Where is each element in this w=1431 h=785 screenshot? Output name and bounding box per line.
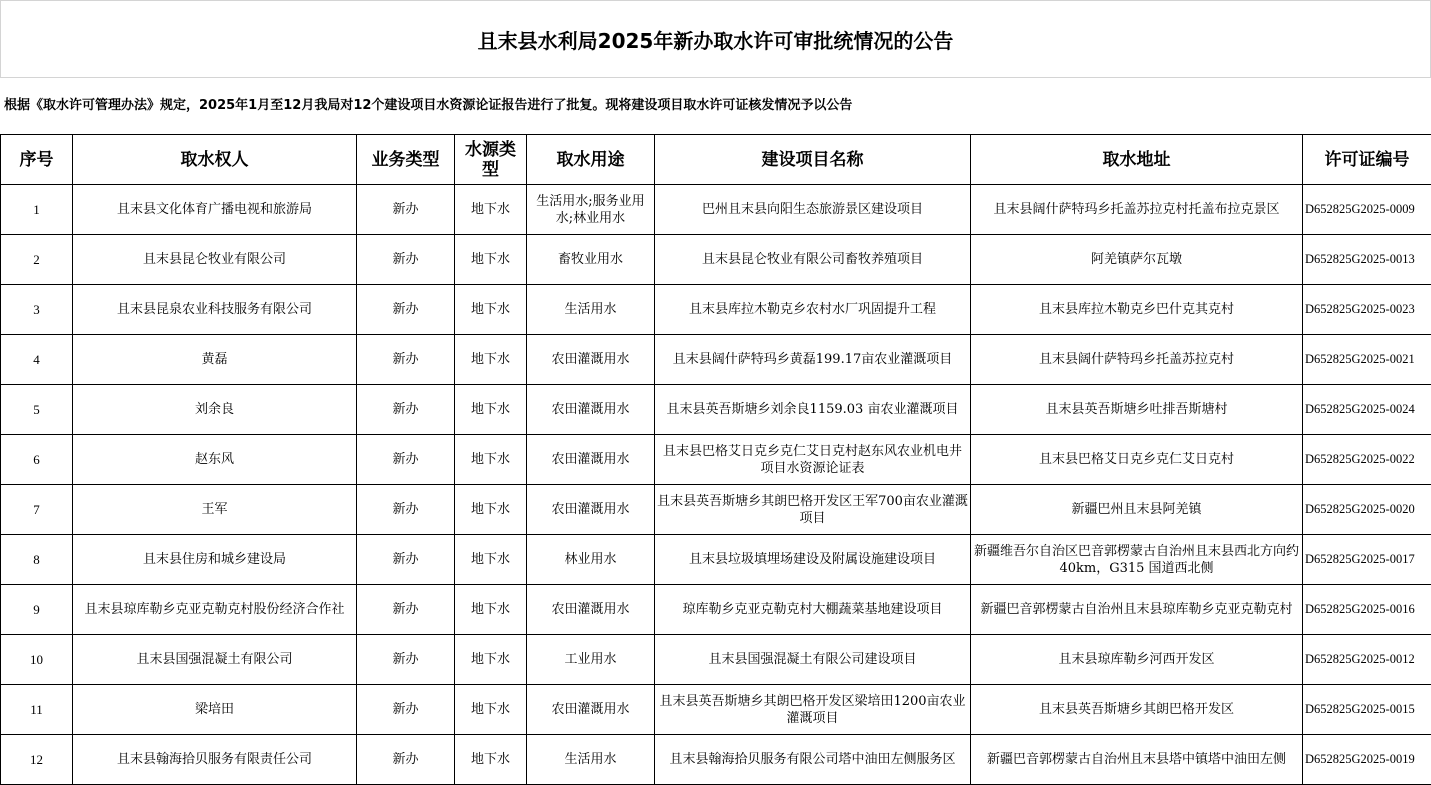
cell-holder: 且末县住房和城乡建设局 [73,535,357,585]
cell-source: 地下水 [455,385,527,435]
cell-type: 新办 [357,485,455,535]
cell-permit: D652825G2025-0024 [1303,385,1431,435]
cell-use: 农田灌溉用水 [527,335,655,385]
cell-source: 地下水 [455,485,527,535]
cell-source: 地下水 [455,635,527,685]
cell-holder: 刘余良 [73,385,357,435]
cell-source: 地下水 [455,335,527,385]
cell-holder: 梁培田 [73,685,357,735]
header-use: 取水用途 [527,135,655,185]
cell-type: 新办 [357,385,455,435]
cell-use: 农田灌溉用水 [527,435,655,485]
cell-project: 且末县国强混凝土有限公司建设项目 [655,635,971,685]
cell-holder: 且末县昆泉农业科技服务有限公司 [73,285,357,335]
cell-use: 生活用水 [527,735,655,785]
header-permit: 许可证编号 [1303,135,1431,185]
cell-no: 6 [1,435,73,485]
cell-source: 地下水 [455,235,527,285]
cell-source: 地下水 [455,435,527,485]
header-address: 取水地址 [971,135,1303,185]
table-row [1,535,1431,585]
cell-source: 地下水 [455,285,527,335]
cell-source: 地下水 [455,535,527,585]
cell-type: 新办 [357,235,455,285]
cell-no: 8 [1,535,73,585]
cell-permit: D652825G2025-0012 [1303,635,1431,685]
cell-project: 琼库勒乡克亚克勒克村大棚蔬菜基地建设项目 [655,585,971,635]
cell-use: 工业用水 [527,635,655,685]
cell-address: 且末县英吾斯塘乡其朗巴格开发区 [971,685,1303,735]
header-source: 水源类型 [455,135,527,185]
cell-use: 生活用水 [527,285,655,335]
cell-holder: 赵东风 [73,435,357,485]
cell-address: 且末县阔什萨特玛乡托盖苏拉克村 [971,335,1303,385]
notice-text: 根据《取水许可管理办法》规定，2025年1月至12月我局对12个建设项目水资源论证报告进行了批复。现将建设项目取水许可证核发情况予以公告 [4,94,852,113]
cell-address: 新疆巴音郭楞蒙古自治州且末县琼库勒乡克亚克勒克村 [971,585,1303,635]
cell-project: 且末县翰海拾贝服务有限公司塔中油田左侧服务区 [655,735,971,785]
cell-use: 农田灌溉用水 [527,385,655,435]
cell-no: 12 [1,735,73,785]
cell-project: 且末县英吾斯塘乡其朗巴格开发区王军700亩农业灌溉项目 [655,485,971,535]
cell-address: 且末县阔什萨特玛乡托盖苏拉克村托盖布拉克景区 [971,185,1303,235]
cell-address: 阿羌镇萨尔瓦墩 [971,235,1303,285]
cell-project: 且末县英吾斯塘乡其朗巴格开发区梁培田1200亩农业灌溉项目 [655,685,971,735]
cell-permit: D652825G2025-0009 [1303,185,1431,235]
cell-project: 且末县库拉木勒克乡农村水厂巩固提升工程 [655,285,971,335]
cell-permit: D652825G2025-0023 [1303,285,1431,335]
table-row [1,185,1431,235]
cell-holder: 且末县翰海拾贝服务有限责任公司 [73,735,357,785]
cell-type: 新办 [357,635,455,685]
table-header-row [1,135,1431,185]
cell-project: 且末县昆仑牧业有限公司畜牧养殖项目 [655,235,971,285]
cell-no: 5 [1,385,73,435]
cell-permit: D652825G2025-0020 [1303,485,1431,535]
cell-no: 7 [1,485,73,535]
cell-no: 4 [1,335,73,385]
cell-type: 新办 [357,685,455,735]
cell-type: 新办 [357,285,455,335]
table-row [1,285,1431,335]
cell-address: 新疆巴州且末县阿羌镇 [971,485,1303,535]
header-holder: 取水权人 [73,135,357,185]
cell-holder: 黄磊 [73,335,357,385]
cell-address: 且末县巴格艾日克乡克仁艾日克村 [971,435,1303,485]
cell-source: 地下水 [455,585,527,635]
table-row [1,335,1431,385]
cell-use: 生活用水;服务业用水;林业用水 [527,185,655,235]
cell-permit: D652825G2025-0021 [1303,335,1431,385]
cell-no: 1 [1,185,73,235]
cell-type: 新办 [357,335,455,385]
header-no: 序号 [1,135,73,185]
table-row [1,435,1431,485]
cell-project: 巴州且末县向阳生态旅游景区建设项目 [655,185,971,235]
table-row [1,735,1431,785]
cell-permit: D652825G2025-0016 [1303,585,1431,635]
cell-address: 新疆维吾尔自治区巴音郭楞蒙古自治州且末县西北方向约 40km，G315 国道西北侧 [971,535,1303,585]
cell-holder: 且末县琼库勒乡克亚克勒克村股份经济合作社 [73,585,357,635]
cell-permit: D652825G2025-0015 [1303,685,1431,735]
table-row [1,485,1431,535]
cell-project: 且末县阔什萨特玛乡黄磊199.17亩农业灌溉项目 [655,335,971,385]
table-row [1,235,1431,285]
table-row [1,585,1431,635]
cell-permit: D652825G2025-0022 [1303,435,1431,485]
cell-address: 且末县琼库勒乡河西开发区 [971,635,1303,685]
table-row [1,385,1431,435]
cell-use: 林业用水 [527,535,655,585]
cell-address: 新疆巴音郭楞蒙古自治州且末县塔中镇塔中油田左侧 [971,735,1303,785]
cell-source: 地下水 [455,735,527,785]
cell-project: 且末县巴格艾日克乡克仁艾日克村赵东风农业机电井项目水资源论证表 [655,435,971,485]
table-body [1,185,1431,785]
cell-source: 地下水 [455,185,527,235]
cell-holder: 且末县国强混凝土有限公司 [73,635,357,685]
cell-permit: D652825G2025-0013 [1303,235,1431,285]
cell-no: 2 [1,235,73,285]
cell-type: 新办 [357,535,455,585]
cell-type: 新办 [357,185,455,235]
permit-table [0,134,1431,785]
cell-no: 9 [1,585,73,635]
cell-holder: 且末县文化体育广播电视和旅游局 [73,185,357,235]
cell-holder: 王军 [73,485,357,535]
cell-project: 且末县垃圾填埋场建设及附属设施建设项目 [655,535,971,585]
table-row [1,635,1431,685]
cell-type: 新办 [357,435,455,485]
header-type: 业务类型 [357,135,455,185]
cell-project: 且末县英吾斯塘乡刘余良1159.03 亩农业灌溉项目 [655,385,971,435]
cell-use: 农田灌溉用水 [527,585,655,635]
cell-type: 新办 [357,735,455,785]
cell-use: 农田灌溉用水 [527,685,655,735]
cell-holder: 且末县昆仑牧业有限公司 [73,235,357,285]
cell-address: 且末县英吾斯塘乡吐排吾斯塘村 [971,385,1303,435]
cell-no: 10 [1,635,73,685]
page-title: 且末县水利局2025年新办取水许可审批统情况的公告 [0,0,1431,78]
table-row [1,685,1431,735]
cell-use: 农田灌溉用水 [527,485,655,535]
cell-use: 畜牧业用水 [527,235,655,285]
cell-source: 地下水 [455,685,527,735]
cell-permit: D652825G2025-0017 [1303,535,1431,585]
cell-permit: D652825G2025-0019 [1303,735,1431,785]
header-project: 建设项目名称 [655,135,971,185]
cell-address: 且末县库拉木勒克乡巴什克其克村 [971,285,1303,335]
cell-no: 3 [1,285,73,335]
cell-type: 新办 [357,585,455,635]
cell-no: 11 [1,685,73,735]
